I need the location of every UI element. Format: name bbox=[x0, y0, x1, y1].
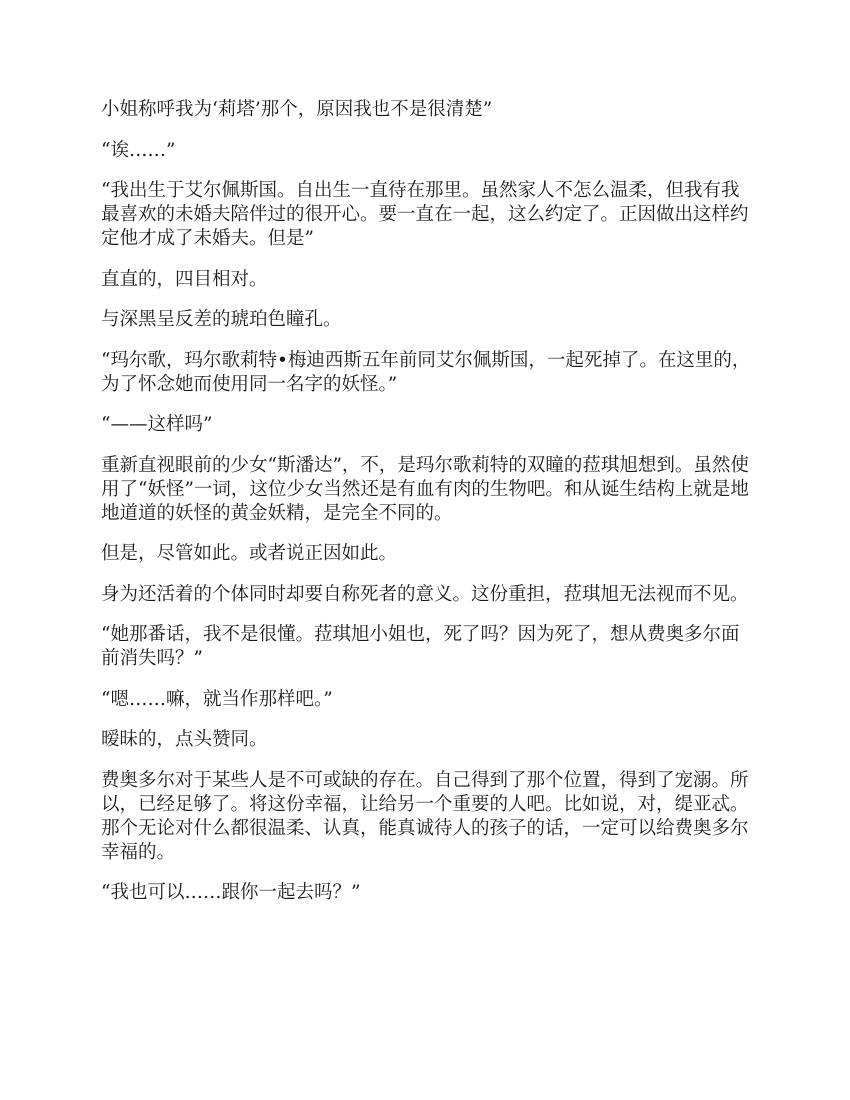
paragraph-11: “她那番话，我不是很懂。菈琪旭小姐也，死了吗？因为死了，想从费奥多尔面前消失吗？” bbox=[101, 624, 740, 669]
paragraph-4: 直直的，四目相对。 bbox=[101, 268, 268, 290]
page-body bbox=[101, 98, 757, 922]
paragraph-14: 费奥多尔对于某些人是不可或缺的存在。自己得到了那个位置，得到了宠溺。所以，已经足够了。将这份幸福，让给另一个重要的人吧。比如说，对，缇亚忒。那个无论对什么都很温柔、认真，能真诚待人的孩子的话，一定可以给费奥多尔幸福的。 bbox=[101, 769, 749, 863]
paragraph-9: 但是，尽管如此。或者说正因如此。 bbox=[101, 543, 398, 564]
paragraph-7: “——这样吗” bbox=[101, 414, 213, 435]
paragraph-13: 暧昧的，点头赞同。 bbox=[101, 729, 268, 750]
paragraph-1: 小姐称呼我为‘莉塔’那个，原因我也不是很清楚” bbox=[101, 99, 493, 120]
paragraph-12: “嗯……嘛，就当作那样吧。” bbox=[101, 688, 333, 710]
paragraph-3: “我出生于艾尔佩斯国。自出生一直待在那里。虽然家人不怎么温柔，但我有我最喜欢的未婚夫陪伴过的很开心。要一直在一起，这么约定了。正因做出这样约定他才成了未婚夫。但是” bbox=[101, 180, 749, 249]
paragraph-5: 与深黑呈反差的琥珀色瞳孔。 bbox=[101, 309, 342, 330]
paragraph-6: “玛尔歌，玛尔歌莉特•梅迪西斯五年前同艾尔佩斯国，一起死掉了。在这里的，为了怀念她而使用同一名字的妖怪。” bbox=[101, 349, 751, 395]
paragraph-10: 身为还活着的个体同时却要自称死者的意义。这份重担，菈琪旭无法视而不见。 bbox=[101, 583, 749, 605]
paragraph-2: “诶……” bbox=[101, 139, 176, 161]
paragraph-8: 重新直视眼前的少女“斯潘达”，不，是玛尔歌莉特的双瞳的菈琪旭想到。虽然使用了“妖怪”一词，这位少女当然还是有血有肉的生物吧。和从诞生结构上就是地地道道的妖怪的黄金妖精，是完全不同的。 bbox=[101, 454, 749, 524]
paragraph-15: “我也可以……跟你一起去吗？” bbox=[101, 882, 361, 903]
